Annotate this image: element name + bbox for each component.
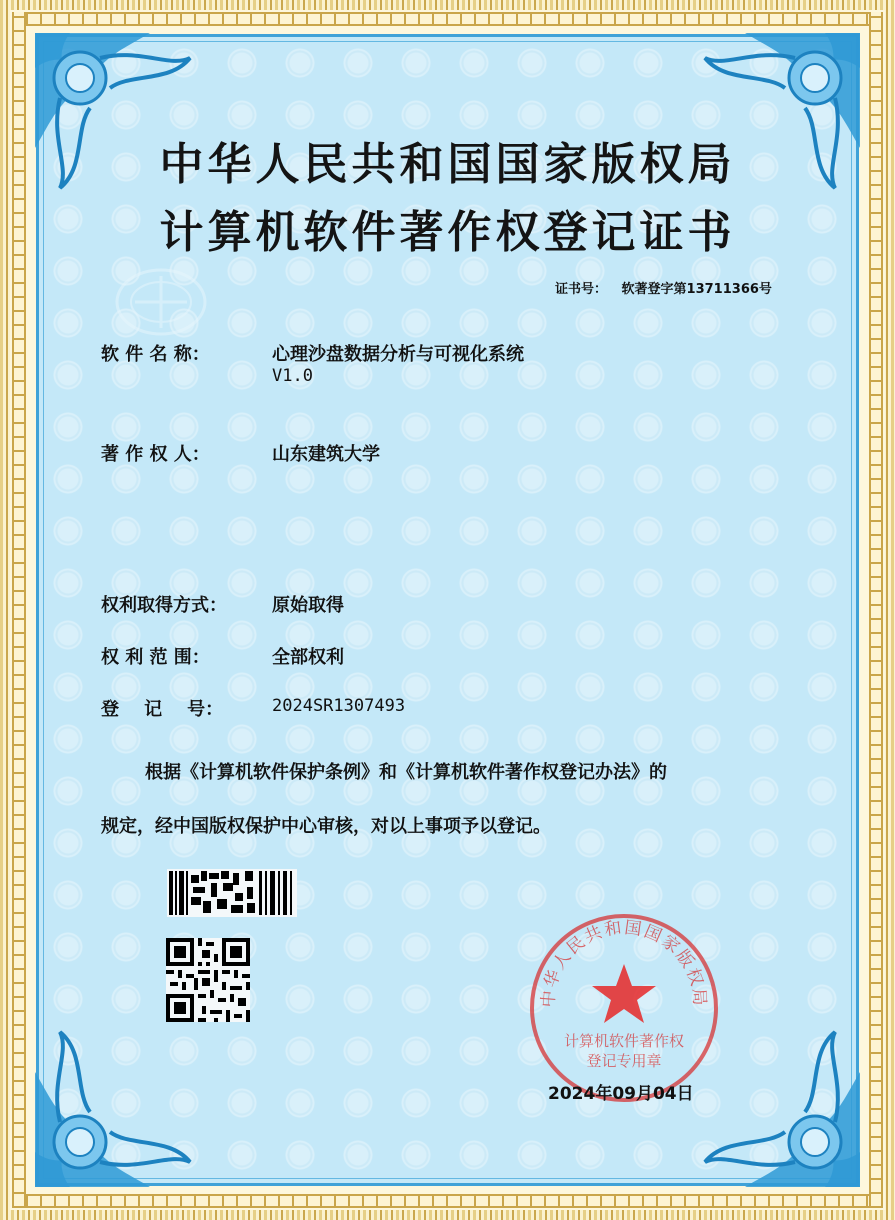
title-line-2: 计算机软件著作权登记证书 [159,207,736,258]
registration-number-label: 登 记 号： [101,699,224,720]
title-line-1: 中华人民共和国国家版权局 [159,139,736,190]
software-name-value: 心理沙盘数据分析与可视化系统 [272,344,524,365]
rights-scope-value: 全部权利 [272,647,344,668]
qr-code[interactable] [166,938,250,1022]
seal-line-2: 登记专用章 [586,1052,662,1070]
rights-scope-label: 权 利 范 围： [101,647,210,668]
certificate-number [555,278,772,297]
acquisition-method-label: 权利取得方式： [101,595,227,616]
copyright-owner-value: 山东建筑大学 [272,444,380,465]
official-seal [526,910,722,1106]
statement-line-1: 根据《计算机软件保护条例》和《计算机软件著作权登记办法》的 [145,762,667,783]
statement-line-2: 规定，经中国版权保护中心审核，对以上事项予以登记。 [101,816,551,837]
software-version-value: V1.0 [272,366,313,386]
certificate-number-label: 证书号： [555,282,608,297]
barcode [167,869,297,917]
acquisition-method-value: 原始取得 [272,595,344,616]
software-name-label: 软 件 名 称： [101,344,210,365]
corner-ornament-bottom-left [30,1012,210,1192]
copyright-owner-label: 著 作 权 人： [101,444,210,465]
issue-date: 2024年09月04日 [548,1084,694,1104]
border-bottom-pattern [12,1194,883,1208]
registration-number-value: 2024SR1307493 [272,696,406,716]
watermark-emblem [113,262,209,338]
border-top-pattern [12,12,883,26]
seal-arc-text: 中华人民共和国国家版权局 [538,917,710,1009]
seal-line-1: 计算机软件著作权 [563,1032,684,1050]
certificate-number-value: 软著登字第13711366号 [621,282,772,297]
